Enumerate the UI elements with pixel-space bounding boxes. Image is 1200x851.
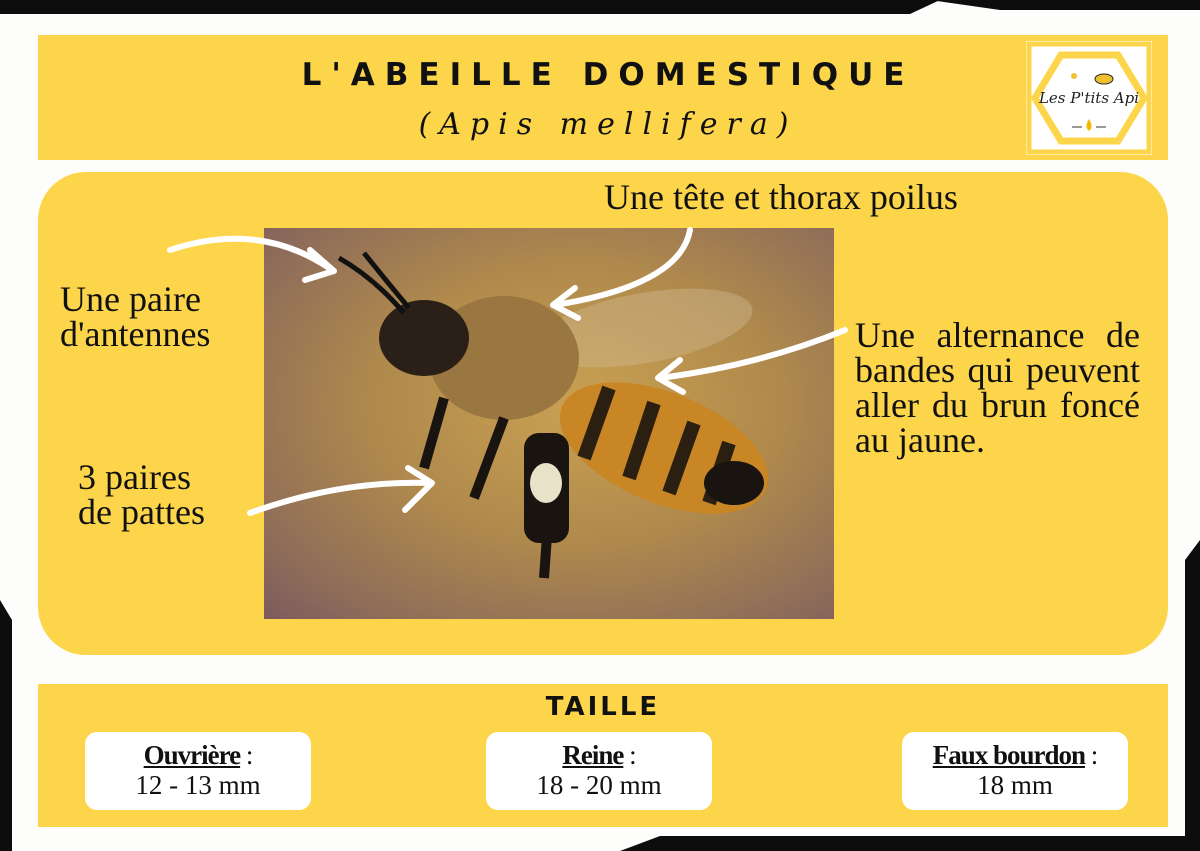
label-legs-line2: de pattes xyxy=(78,492,205,532)
bee-photo xyxy=(264,228,834,619)
size-sep: : xyxy=(240,740,253,770)
size-sep: : xyxy=(623,740,636,770)
size-name: Ouvrière xyxy=(143,740,241,770)
size-title: TAILLE xyxy=(545,692,661,722)
label-legs-line1: 3 paires xyxy=(78,457,191,497)
label-antennae-line2: d'antennes xyxy=(60,314,211,354)
label-antennae xyxy=(60,279,211,354)
size-name: Faux bourdon xyxy=(932,740,1086,770)
label-antennae-line1: Une paire xyxy=(60,279,201,319)
title-band xyxy=(38,35,1168,160)
size-value: 18 mm xyxy=(977,770,1053,800)
svg-text:Les P'tits Api: Les P'tits Api xyxy=(1038,89,1140,107)
page-title: L'ABEILLE DOMESTIQUE xyxy=(301,57,915,93)
size-card-drone xyxy=(902,732,1128,810)
size-card-queen xyxy=(486,732,712,810)
label-bands: Une alternance de bandes qui peuvent aller du brun foncé au jaune. xyxy=(855,315,1140,460)
size-value: 12 - 13 mm xyxy=(135,770,261,800)
scientific-name: (Apis mellifera) xyxy=(418,107,798,142)
size-name: Reine xyxy=(562,740,624,770)
logo xyxy=(1026,41,1152,155)
size-card-worker xyxy=(85,732,311,810)
size-sep: : xyxy=(1085,740,1098,770)
label-head-thorax: Une tête et thorax poilus xyxy=(604,177,958,217)
size-value: 18 - 20 mm xyxy=(536,770,662,800)
size-section xyxy=(38,684,1168,827)
label-legs xyxy=(78,457,205,532)
